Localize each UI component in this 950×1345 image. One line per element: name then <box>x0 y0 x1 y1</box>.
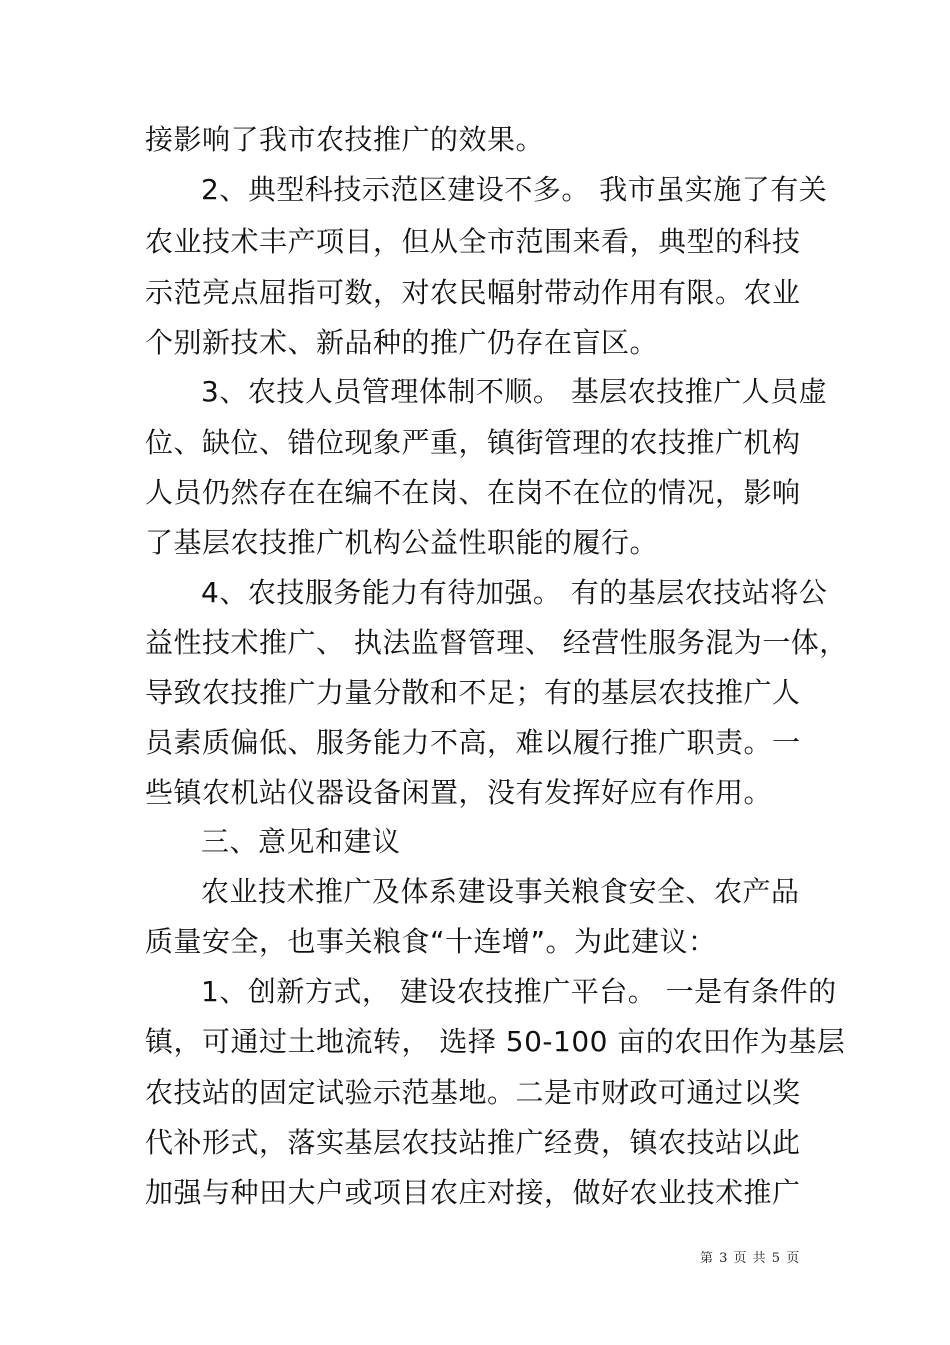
text-line: 了基层农技推广机构公益性职能的履行。 <box>145 526 659 559</box>
text-line: 益性技术推广、 执法监督管理、 经营性服务混为一体， <box>145 626 848 659</box>
text-line: 农业技术推广及体系建设事关粮食安全、农产品 <box>201 875 800 908</box>
page-number-footer: 第 3 页 共 5 页 <box>700 1251 801 1266</box>
text-line: 个别新技术、新品种的推广仍存在盲区。 <box>145 326 659 359</box>
text-line: 农业技术丰产项目，但从全市范围来看，典型的科技 <box>145 225 801 258</box>
text-line: 导致农技推广力量分散和不足；有的基层农技推广人 <box>145 676 801 709</box>
text-line: 示范亮点屈指可数，对农民幅射带动作用有限。农业 <box>145 276 801 309</box>
text-line: 3、农技人员管理体制不顺。 基层农技推广人员虚 <box>201 375 828 408</box>
text-line: 位、缺位、错位现象严重，镇街管理的农技推广机构 <box>145 426 801 459</box>
text-line: 1、创新方式， 建设农技推广平台。 一是有条件的 <box>201 975 837 1008</box>
text-line: 2、典型科技示范区建设不多。 我市虽实施了有关 <box>201 173 828 206</box>
text-line: 员素质偏低、服务能力不高，难以履行推广职责。一 <box>145 726 801 759</box>
text-line: 加强与种田大户或项目农庄对接，做好农业技术推广 <box>145 1176 801 1209</box>
text-line: 人员仍然存在在编不在岗、在岗不在位的情况，影响 <box>145 476 801 509</box>
section-heading: 三、意见和建议 <box>201 825 401 858</box>
text-line: 质量安全，也事关粮食“十连增”。为此建议： <box>145 925 717 958</box>
text-line: 4、农技服务能力有待加强。 有的基层农技站将公 <box>201 576 828 609</box>
text-line: 农技站的固定试验示范基地。二是市财政可通过以奖 <box>145 1076 801 1109</box>
text-line: 接影响了我市农技推广的效果。 <box>145 123 545 156</box>
text-line: 些镇农机站仪器设备闲置，没有发挥好应有作用。 <box>145 776 773 809</box>
text-line: 代补形式，落实基层农技站推广经费，镇农技站以此 <box>145 1126 801 1159</box>
text-line: 镇，可通过土地流转， 选择 50-100 亩的农田作为基层 <box>145 1025 846 1058</box>
